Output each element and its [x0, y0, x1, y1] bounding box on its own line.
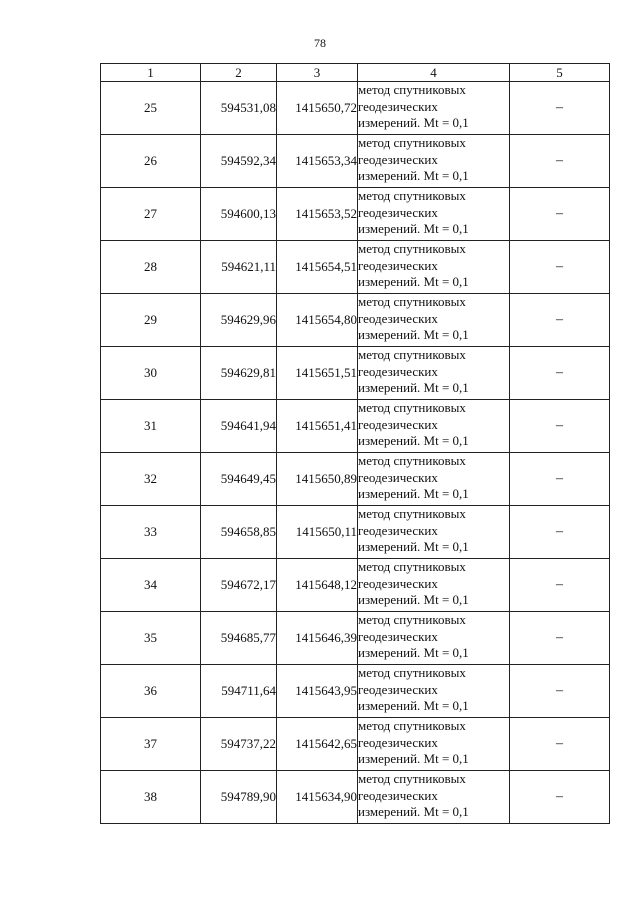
method-line: геодезических	[358, 257, 438, 273]
description-cell: –	[510, 612, 610, 665]
method-line: метод спутниковых	[358, 453, 466, 468]
table-row	[101, 771, 610, 824]
description-cell: –	[510, 453, 610, 506]
method-cell	[358, 241, 510, 294]
method-line: геодезических	[358, 98, 438, 114]
method-line: измерений. Mt = 0,1	[358, 433, 469, 448]
y-coordinate-cell: 1415651,51	[277, 347, 358, 400]
point-number-cell: 36	[101, 665, 201, 718]
method-line: измерений. Mt = 0,1	[358, 380, 469, 395]
method-line: метод спутниковых	[358, 771, 466, 786]
method-line: измерений. Mt = 0,1	[358, 698, 469, 713]
method-line: метод спутниковых	[358, 559, 466, 574]
point-number-cell: 34	[101, 559, 201, 612]
table-row	[101, 82, 610, 135]
method-line: метод спутниковых	[358, 612, 466, 627]
y-coordinate-cell: 1415653,34	[277, 135, 358, 188]
point-number-cell: 38	[101, 771, 201, 824]
method-line: метод спутниковых	[358, 294, 466, 309]
header-col-3: 3	[277, 64, 358, 82]
y-coordinate-cell: 1415646,39	[277, 612, 358, 665]
description-cell: –	[510, 82, 610, 135]
description-cell: –	[510, 559, 610, 612]
method-line: геодезических	[358, 310, 438, 326]
method-cell	[358, 559, 510, 612]
y-coordinate-cell: 1415654,80	[277, 294, 358, 347]
header-col-5: 5	[510, 64, 610, 82]
description-cell: –	[510, 400, 610, 453]
table-row	[101, 559, 610, 612]
method-line: метод спутниковых	[358, 241, 466, 256]
method-line: метод спутниковых	[358, 188, 466, 203]
table-row	[101, 294, 610, 347]
x-coordinate-cell: 594621,11	[201, 241, 277, 294]
x-coordinate-cell: 594649,45	[201, 453, 277, 506]
y-coordinate-cell: 1415642,65	[277, 718, 358, 771]
x-coordinate-cell: 594711,64	[201, 665, 277, 718]
point-number-cell: 27	[101, 188, 201, 241]
method-line: измерений. Mt = 0,1	[358, 751, 469, 766]
method-cell	[358, 400, 510, 453]
table-row	[101, 718, 610, 771]
x-coordinate-cell: 594789,90	[201, 771, 277, 824]
point-number-cell: 26	[101, 135, 201, 188]
x-coordinate-cell: 594629,96	[201, 294, 277, 347]
table-row	[101, 506, 610, 559]
table-row	[101, 665, 610, 718]
table-header-row	[101, 64, 610, 82]
method-line: геодезических	[358, 522, 438, 538]
point-number-cell: 32	[101, 453, 201, 506]
method-line: измерений. Mt = 0,1	[358, 645, 469, 660]
table-row	[101, 188, 610, 241]
method-line: геодезических	[358, 363, 438, 379]
x-coordinate-cell: 594658,85	[201, 506, 277, 559]
x-coordinate-cell: 594641,94	[201, 400, 277, 453]
method-line: измерений. Mt = 0,1	[358, 539, 469, 554]
method-cell	[358, 453, 510, 506]
point-number-cell: 31	[101, 400, 201, 453]
description-cell: –	[510, 771, 610, 824]
x-coordinate-cell: 594685,77	[201, 612, 277, 665]
y-coordinate-cell: 1415653,52	[277, 188, 358, 241]
y-coordinate-cell: 1415650,72	[277, 82, 358, 135]
method-line: метод спутниковых	[358, 506, 466, 521]
coordinates-table	[100, 63, 610, 824]
method-line: измерений. Mt = 0,1	[358, 168, 469, 183]
method-line: измерений. Mt = 0,1	[358, 327, 469, 342]
method-line: геодезических	[358, 734, 438, 750]
method-line: измерений. Mt = 0,1	[358, 592, 469, 607]
y-coordinate-cell: 1415648,12	[277, 559, 358, 612]
method-line: метод спутниковых	[358, 665, 466, 680]
x-coordinate-cell: 594672,17	[201, 559, 277, 612]
method-line: измерений. Mt = 0,1	[358, 115, 469, 130]
y-coordinate-cell: 1415650,89	[277, 453, 358, 506]
point-number-cell: 29	[101, 294, 201, 347]
method-cell	[358, 188, 510, 241]
method-line: измерений. Mt = 0,1	[358, 486, 469, 501]
description-cell: –	[510, 294, 610, 347]
header-col-2: 2	[201, 64, 277, 82]
method-line: геодезических	[358, 787, 438, 803]
description-cell: –	[510, 718, 610, 771]
y-coordinate-cell: 1415643,95	[277, 665, 358, 718]
method-line: геодезических	[358, 575, 438, 591]
method-cell	[358, 347, 510, 400]
header-col-4: 4	[358, 64, 510, 82]
method-line: метод спутниковых	[358, 135, 466, 150]
description-cell: –	[510, 665, 610, 718]
method-line: геодезических	[358, 469, 438, 485]
method-line: геодезических	[358, 628, 438, 644]
y-coordinate-cell: 1415651,41	[277, 400, 358, 453]
method-cell	[358, 718, 510, 771]
point-number-cell: 33	[101, 506, 201, 559]
point-number-cell: 30	[101, 347, 201, 400]
method-cell	[358, 506, 510, 559]
x-coordinate-cell: 594600,13	[201, 188, 277, 241]
table-body	[101, 82, 610, 824]
description-cell: –	[510, 241, 610, 294]
method-line: метод спутниковых	[358, 400, 466, 415]
method-line: геодезических	[358, 151, 438, 167]
table-row	[101, 612, 610, 665]
method-line: геодезических	[358, 681, 438, 697]
x-coordinate-cell: 594592,34	[201, 135, 277, 188]
method-line: метод спутниковых	[358, 347, 466, 362]
method-cell	[358, 294, 510, 347]
header-col-1: 1	[101, 64, 201, 82]
table-row	[101, 241, 610, 294]
description-cell: –	[510, 506, 610, 559]
y-coordinate-cell: 1415650,11	[277, 506, 358, 559]
description-cell: –	[510, 347, 610, 400]
method-line: метод спутниковых	[358, 718, 466, 733]
page-number: 78	[314, 36, 326, 50]
x-coordinate-cell: 594531,08	[201, 82, 277, 135]
y-coordinate-cell: 1415634,90	[277, 771, 358, 824]
table-row	[101, 347, 610, 400]
table-row	[101, 453, 610, 506]
point-number-cell: 37	[101, 718, 201, 771]
point-number-cell: 35	[101, 612, 201, 665]
method-cell	[358, 82, 510, 135]
method-line: геодезических	[358, 204, 438, 220]
method-cell	[358, 665, 510, 718]
x-coordinate-cell: 594737,22	[201, 718, 277, 771]
description-cell: –	[510, 135, 610, 188]
table-row	[101, 135, 610, 188]
table-row	[101, 400, 610, 453]
method-line: метод спутниковых	[358, 82, 466, 97]
method-cell	[358, 612, 510, 665]
method-line: измерений. Mt = 0,1	[358, 804, 469, 819]
method-cell	[358, 135, 510, 188]
method-line: геодезических	[358, 416, 438, 432]
method-cell	[358, 771, 510, 824]
y-coordinate-cell: 1415654,51	[277, 241, 358, 294]
method-line: измерений. Mt = 0,1	[358, 221, 469, 236]
description-cell: –	[510, 188, 610, 241]
x-coordinate-cell: 594629,81	[201, 347, 277, 400]
point-number-cell: 28	[101, 241, 201, 294]
method-line: измерений. Mt = 0,1	[358, 274, 469, 289]
point-number-cell: 25	[101, 82, 201, 135]
